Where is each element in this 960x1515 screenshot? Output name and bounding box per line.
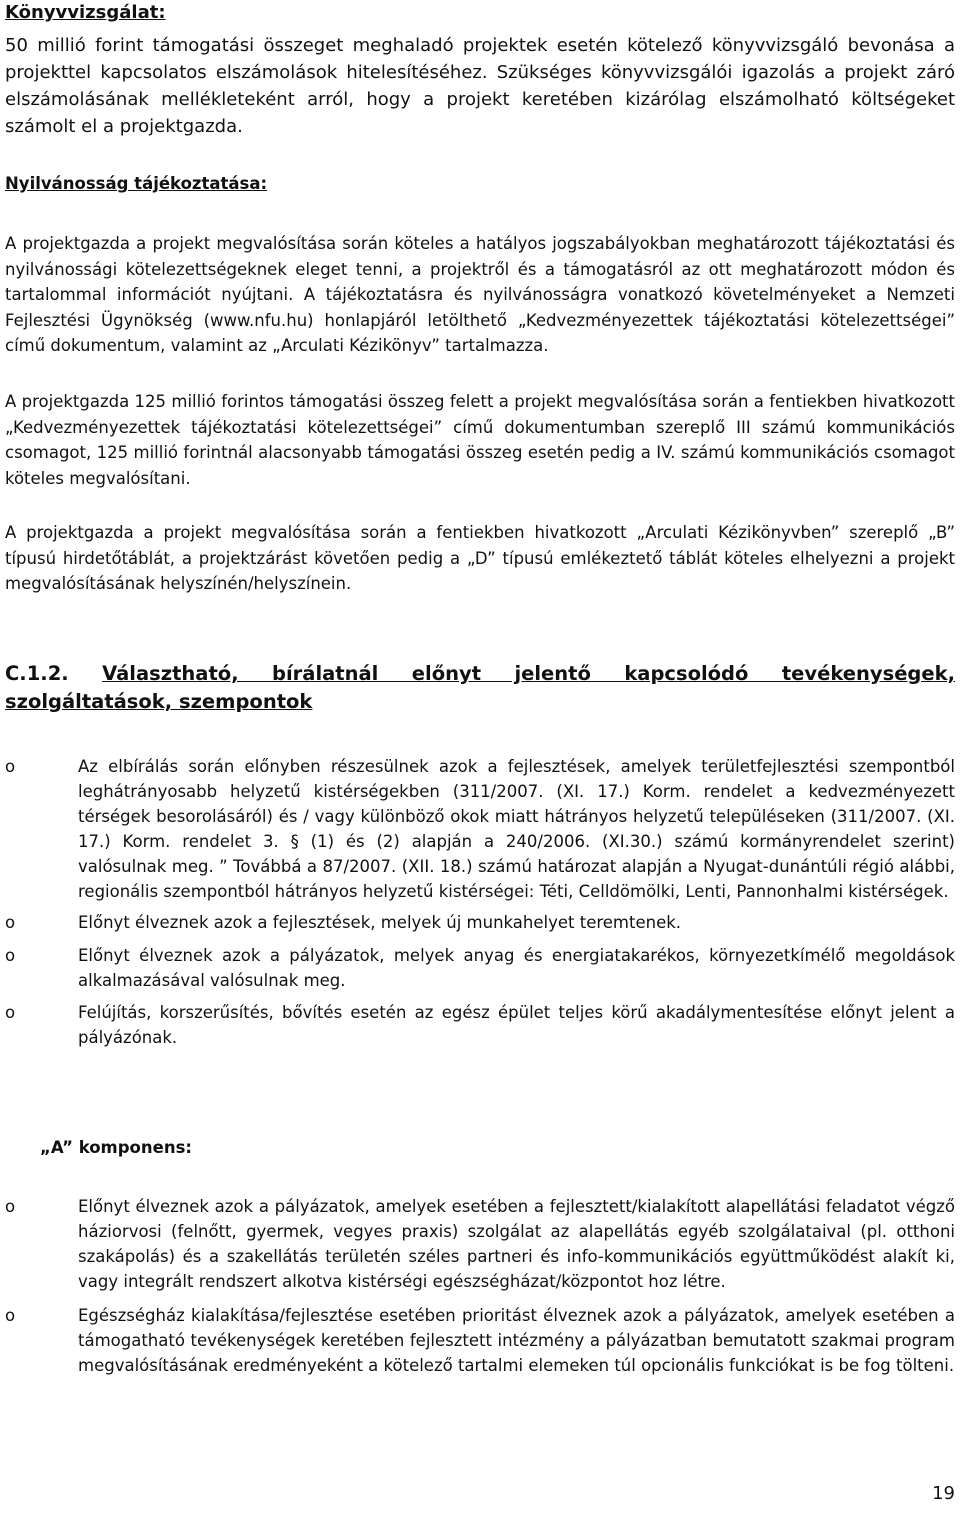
konyvvizsgalat-heading: Könyvvizsgálat: — [5, 2, 166, 23]
bullet-icon: o — [5, 1003, 16, 1022]
bullet-icon: o — [5, 1306, 16, 1325]
list-item — [5, 910, 955, 935]
nyilvanossag-paragraph-2: A projektgazda 125 millió forintos támogatási összeg felett a projekt megvalósítása során a fentiekben hivatkozott „Kedvezményezettek tájékoztatási kötelezettségei” című dokumentumban szereplő III számú kommunikációs csomagot, 125 millió forintnál alacsonyabb támogatási összeg esetén pedig a IV. számú kommunikációs csomagot köteles megvalósítani. — [5, 392, 955, 488]
nyilvanossag-paragraph-3: A projektgazda a projekt megvalósítása során a fentiekben hivatkozott „Arculati Kézikönyvben” szereplő „B” típusú hirdetőtáblát, a projektzárást követően pedig a „D” típusú emlékeztető táblát köteles elhelyezni a projekt megvalósításának helyszínén/helyszínein. — [5, 523, 955, 593]
a-component-heading: „A” komponens: — [40, 1138, 192, 1157]
bullet-icon: o — [5, 913, 16, 932]
list-item-text: Egészségház kialakítása/fejlesztése esetében prioritást élveznek azok a pályázatok, amelyek esetében a támogatható tevékenységek keretében fejlesztett intézmény a pályázatban bemutatott szakmai program megvalósításának eredményeként a kötelező tartalmi elemeken túl opcionális funkciókat is be fog tölteni. — [78, 1306, 955, 1375]
list-item-text: Előnyt élveznek azok a pályázatok, melyek anyag és energiatakarékos, környezetkímélő megoldások alkalmazásával valósulnak meg. — [78, 946, 955, 990]
list-item-text: Felújítás, korszerűsítés, bővítés esetén az egész épület teljes körű akadálymentesítése előnyt jelent a pályázónak. — [78, 1003, 955, 1047]
list-item — [5, 1000, 955, 1050]
bullet-icon: o — [5, 1197, 16, 1216]
list-item — [5, 943, 955, 993]
nyilvanossag-heading: Nyilvánosság tájékoztatása: — [5, 174, 268, 193]
list-item-text: Előnyt élveznek azok a fejlesztések, melyek új munkahelyet teremtenek. — [78, 913, 682, 932]
list-item — [5, 1194, 955, 1294]
nyilvanossag-paragraph-1: A projektgazda a projekt megvalósítása során köteles a hatályos jogszabályokban meghatározott tájékoztatási és nyilvánossági kötelezettségeknek eleget tenni, a projektről és a támogatásról az ott meghatározott módon és tartalommal információt nyújtani. A tájékoztatásra és nyilvánosságra vonatkozó követelményeket a Nemzeti Fejlesztési Ügynökség (www.nfu.hu) honlapjáról letölthető „Kedvezményezettek tájékoztatási kötelezettségei” című dokumentum, valamint az „Arculati Kézikönyv” tartalmazza. — [5, 234, 955, 355]
konyvvizsgalat-paragraph: 50 millió forint támogatási összeget meghaladó projektek esetén kötelező könyvvizsgáló bevonása a projekttel kapcsolatos elszámolások hitelesítéséhez. Szükséges könyvvizsgálói igazolás a projekt záró elszámolásának mellékleteként arról, hogy a projekt keretében kizárólag elszámolható költségeket számolt el a projektgazda. — [5, 35, 955, 137]
a-component-list — [5, 1194, 955, 1378]
section-heading — [5, 660, 955, 716]
list-item-text: Előnyt élveznek azok a pályázatok, amelyek esetében a fejlesztett/kialakított alapellátási feladatot végző háziorvosi (felnőtt, gyermek, vegyes praxis) szolgálat az alapellátás egyéb szolgálataival (pl. otthoni szakápolás) és a szakellátás területén széles partneri és info-kommunikációs együttműködést alakít ki, vagy integrált rendszert alkotva kistérségi egészségházat/központot hoz létre. — [78, 1197, 955, 1291]
bullet-icon: o — [5, 946, 16, 965]
advantage-list — [5, 754, 955, 1050]
bullet-icon: o — [5, 757, 16, 776]
list-item — [5, 754, 955, 904]
list-item — [5, 1303, 955, 1378]
section-number: C.1.2. — [5, 662, 69, 685]
page-number: 19 — [932, 1483, 955, 1504]
list-item-text: Az elbírálás során előnyben részesülnek azok a fejlesztések, amelyek területfejlesztési szempontból leghátrányosabb helyzetű kistérségekben (311/2007. (XI. 17.) Korm. rendelet a kedvezményezett térségek besorolásáról) és / vagy különböző okok miatt hátrányos helyzetű településeken (311/2007. (XI. 17.) Korm. rendelet 3. § (1) és (2) alapján a 240/2006. (XI.30.) számú kormányrendelet szerint) valósulnak meg. ” Továbbá a 87/2007. (XII. 18.) számú határozat alapján a Nyugat-dunántúli régió alábbi, regionális szempontból hátrányos helyzetű kistérségei: Téti, Celldömölki, Lenti, Pannonhalmi kistérségek. — [78, 757, 955, 901]
section-title: Választható, bírálatnál előnyt jelentő kapcsolódó tevékenységek, szolgáltatások, szempontok — [5, 662, 955, 713]
